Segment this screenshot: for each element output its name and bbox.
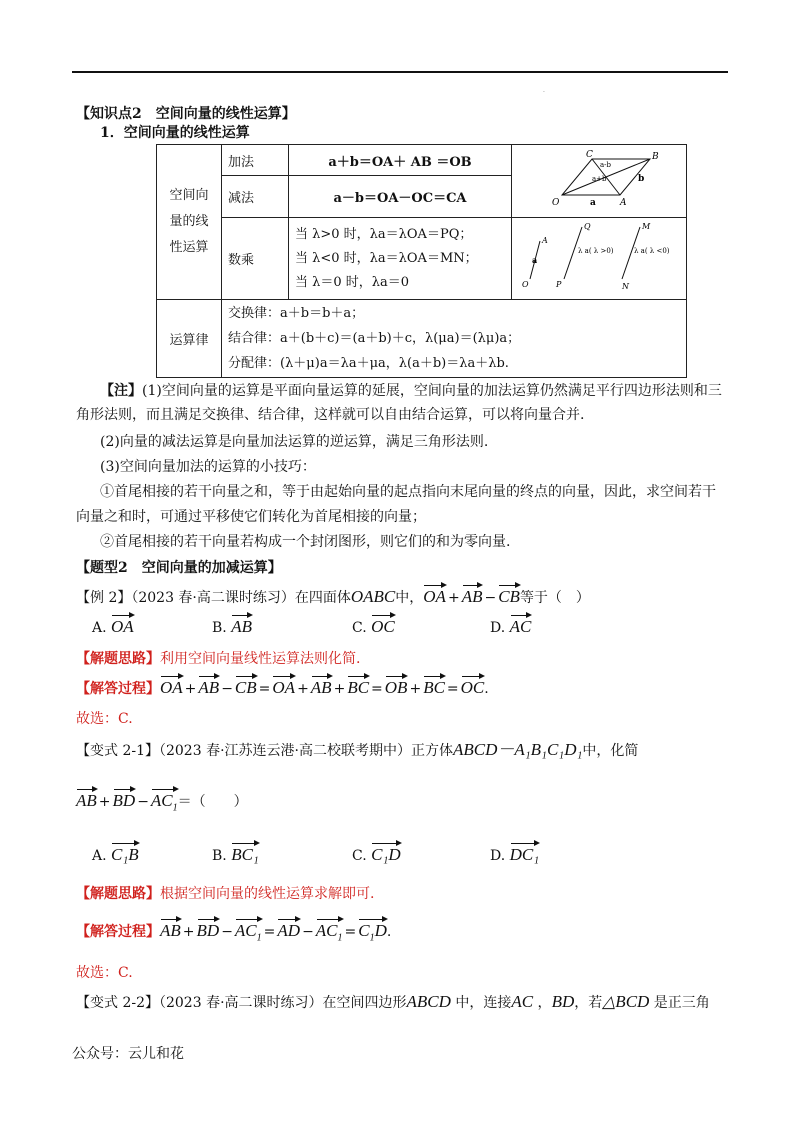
law-associative: 结合律：a＋(b＋c)＝(a＋b)＋c，λ(μa)＝(λμ)a； xyxy=(228,331,521,346)
ex2-option-a: A. OA xyxy=(92,612,134,636)
v22-question: 【变式 2-2】（2023 春·高二课时练习）在空间四边形ABCD 中，连接AC ，BD，若△BCD 是正三角 xyxy=(76,992,710,1011)
v21-expression: AB + BD − $AC_1=$（ ） xyxy=(76,786,248,817)
table-group-label: 空间向量的线性运算 xyxy=(157,145,222,300)
formula-add: a＋b＝OA＋ AB ＝OB xyxy=(289,145,512,176)
ex2-suffix: 等于（ ） xyxy=(519,590,590,606)
ex2-option-b: B. AB xyxy=(212,612,252,636)
v21-answer: 故选：C. xyxy=(76,965,133,981)
fig2-label-p: P xyxy=(556,279,562,289)
v21-option-b: B. BC₁ xyxy=(212,840,259,864)
figure-parallelogram xyxy=(512,145,687,218)
note-line-2: 角形法则，而且满足交换律、结合律，这样就可以自由结合运算，可以将向量合并. xyxy=(76,407,585,423)
label-a-plus-b: a+b xyxy=(592,175,607,183)
v21-idea: 【解题思路】根据空间向量的线性运算求解即可. xyxy=(76,886,375,902)
note-title: 【注】 xyxy=(100,383,142,399)
note-line-4: (3)空间向量加法的运算的小技巧： xyxy=(100,459,316,475)
laws-cell xyxy=(222,300,687,378)
ex2-answer: 故选：C. xyxy=(76,711,133,727)
label-a-minus-b: a-b xyxy=(600,161,612,169)
note-line-7: ②首尾相接的若干向量若构成一个封闭图形，则它们的和为零向量. xyxy=(100,534,511,550)
v21-cube: ABCD－A₁B₁C₁D₁ xyxy=(452,740,583,759)
fig2-label-n: N xyxy=(622,281,629,291)
op-sub: 减法 xyxy=(222,176,289,218)
scalar-line-2: 当 λ<0 时，λa＝λOA＝MN； xyxy=(295,250,478,266)
formula-scalar xyxy=(289,218,512,300)
ex2-idea: 【解题思路】利用空间向量线性运算法则化简. xyxy=(76,651,361,667)
v21-process: 【解答过程】AB + BD − $AC_1$ = AD − $AC_1 = C_1D$. xyxy=(76,916,391,947)
footer-text: 公众号：云儿和花 xyxy=(72,1046,184,1062)
op-scalar: 数乘 xyxy=(222,218,289,300)
topic-title: 【题型2 空间向量的加减运算】 xyxy=(76,560,282,576)
linear-ops-table xyxy=(156,144,687,378)
scalar-line-3: 当 λ＝0 时，λa＝0 xyxy=(295,274,410,290)
section-title: 【知识点2 空间向量的线性运算】 xyxy=(76,106,296,122)
note-line-5: ①首尾相接的若干向量之和，等于由起始向量的起点指向末尾向量的终点的向量，因此，求空间若干 xyxy=(100,484,716,500)
v21-option-a: A. C₁B xyxy=(92,840,139,864)
fig2-label-a: A xyxy=(542,235,548,245)
law-commutative: 交换律：a＋b＝b＋a； xyxy=(228,306,365,321)
ex2-question: 【例 2】（2023 春·高二课时练习）在四面体OABC中，OA + AB − CB等于（ ） xyxy=(76,582,590,607)
v21-option-c: C. C₁D xyxy=(352,840,401,864)
note-text-1: (1)空间向量的运算是平面向量运算的延展，空间向量的加法运算仍然满足平行四边形法则和三 xyxy=(142,383,722,399)
label-o: O xyxy=(552,198,560,208)
scalar-diagram xyxy=(512,219,686,299)
fig2-label-pos: λ a( λ >0) xyxy=(578,246,614,255)
label-vec-a: a xyxy=(590,198,596,208)
fig2-label-q: Q xyxy=(584,221,591,231)
op-add: 加法 xyxy=(222,145,289,176)
ex2-option-c: C. OC xyxy=(352,612,395,636)
label-a: A xyxy=(620,198,627,208)
v21-question: 【变式 2-1】（2023 春·江苏连云港·高二校联考期中）正方体ABCD－A₁B₁C₁D₁中，化简 xyxy=(76,740,639,759)
label-vec-b: b xyxy=(638,174,645,184)
label-c: C xyxy=(586,150,593,160)
fig2-label-o: O xyxy=(522,279,529,289)
scalar-line-1: 当 λ>0 时，λa＝λOA＝PQ； xyxy=(295,226,473,242)
ex2-mid: 中， xyxy=(395,590,424,606)
note-line-6: 向量之和时，可通过平移使它们转化为首尾相接的向量； xyxy=(76,509,426,525)
figure-scalar xyxy=(512,218,687,300)
laws-label: 运算律 xyxy=(157,300,222,378)
ex2-process: 【解答过程】OA + AB − CB = OA + AB + BC = OB + BC = OC. xyxy=(76,673,489,698)
v21-option-d: D. DC₁ xyxy=(490,840,539,864)
ex2-tetra: OABC xyxy=(350,587,396,606)
fig2-label-m: M xyxy=(642,221,651,231)
header-mark: . xyxy=(543,87,545,94)
ex2-prefix: 【例 2】（2023 春·高二课时练习）在四面体 xyxy=(76,590,351,606)
formula-sub: a－b＝OA－OC＝CA xyxy=(289,176,512,218)
label-b: B xyxy=(652,152,659,162)
section-subtitle: 1．空间向量的线性运算 xyxy=(100,125,250,141)
law-distributive: 分配律：(λ＋μ)a＝λa＋μa，λ(a＋b)＝λa＋λb. xyxy=(228,356,509,371)
parallelogram-diagram xyxy=(512,145,686,217)
ex2-option-d: D. AC xyxy=(490,612,531,636)
note-line-1 xyxy=(100,380,722,400)
fig2-label-vec-a: a xyxy=(532,254,538,265)
note-line-3: (2)向量的减法运算是向量加法运算的逆运算，满足三角形法则. xyxy=(100,434,489,450)
header-rule xyxy=(72,71,728,73)
fig2-label-neg: λ a( λ <0) xyxy=(634,246,670,255)
